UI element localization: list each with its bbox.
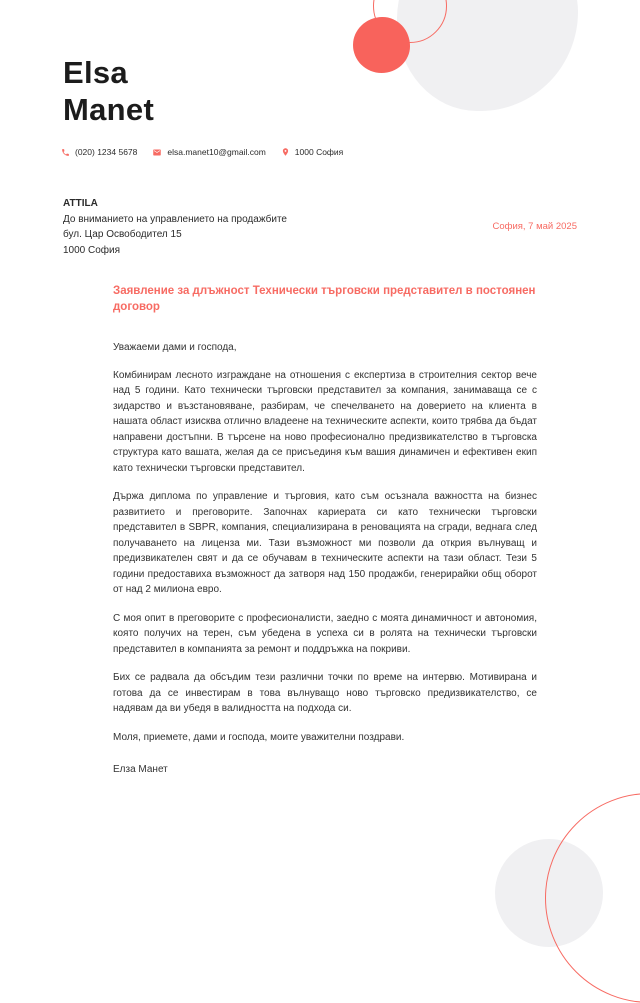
- applicant-last-name: Manet: [63, 92, 155, 127]
- letter-date: София, 7 май 2025: [492, 221, 577, 232]
- mail-icon: [152, 148, 162, 157]
- decor-ring-bottom-right: [545, 793, 640, 1003]
- letter-paragraph: Комбинирам лесното изграждане на отношения с експертиза в строителния сектор вече над 5 години. Като технически търговски представител за компания, занимаваща се с зидарство и възстановяване, разбирам, че спечелването на доверието на клиента в нашата област изисква отлично владеене на техническите аспекти, които трябва да бъдат направени достъпни. В търсене на ново професионално предизвикателство в търговска структура като вашата, желая да се присъединя към вашия динамичен и ефективен екип като технически търговски представител.: [113, 369, 537, 474]
- map-pin-icon: [281, 147, 290, 157]
- recipient-attention-line: До вниманието на управлението на продажбите: [63, 213, 287, 225]
- recipient-block: [63, 196, 287, 258]
- letter-subject: Заявление за длъжност Технически търговски представител в постоянен договор: [113, 285, 536, 313]
- recipient-city: 1000 София: [63, 244, 121, 256]
- letter-paragraph: С моя опит в преговорите с професионалисти, заедно с моята динамичност и автономия, която получих на терен, съм убедена в успеха си в ролята на технически търговски представител в компанията за ремонт и поддръжка на покриви.: [113, 612, 537, 655]
- decor-circle-top-right: [353, 17, 410, 73]
- contact-location: [281, 147, 343, 157]
- contact-phone: [61, 147, 137, 157]
- letter-closing: Моля, приемете, дами и господа, моите уважителни поздрави.: [113, 731, 405, 743]
- contact-email: [152, 147, 265, 157]
- recipient-street: бул. Цар Освободител 15: [63, 229, 182, 240]
- letter-paragraphs: [113, 368, 537, 717]
- contact-phone-value: (020) 1234 5678: [75, 147, 138, 157]
- contact-location-value: 1000 София: [294, 147, 344, 157]
- letter-content: [113, 284, 537, 778]
- letter-signature: Елза Манет: [113, 764, 168, 775]
- applicant-name: [63, 54, 154, 128]
- letter-paragraph: Държа диплома по управление и търговия, като съм осъзнала важността на бизнес развитието и преговорите. Започнах кариерата си като технически търговски представител в SBPR, компания, специализирана в реновацията на сгради, веднага след получаването на лиценза ми. Тази възможност ми позволи да открия вълнуващ и предизвикателен свят и да се обучавам в техническите аспекти на тази област. Тези 5 години предоставиха възможност да затворя над 150 продажби, генерирайки общ оборот от над 2 милиона евро.: [113, 491, 537, 595]
- letter-greeting: Уважаеми дами и господа,: [113, 342, 237, 353]
- contact-row: [61, 147, 343, 157]
- phone-icon: [61, 148, 70, 157]
- applicant-first-name: Elsa: [63, 55, 128, 90]
- letter-paragraph: Бих се радвала да обсъдим тези различни точки по време на интервю. Мотивирана и готова да се инвестирам в това вълнуващо ново търговско предизвикателство, се надявам да ви убедя в валидността на подхода си.: [113, 672, 537, 714]
- contact-email-value: elsa.manet10@gmail.com: [167, 147, 266, 157]
- recipient-company: ATTILA: [63, 198, 98, 209]
